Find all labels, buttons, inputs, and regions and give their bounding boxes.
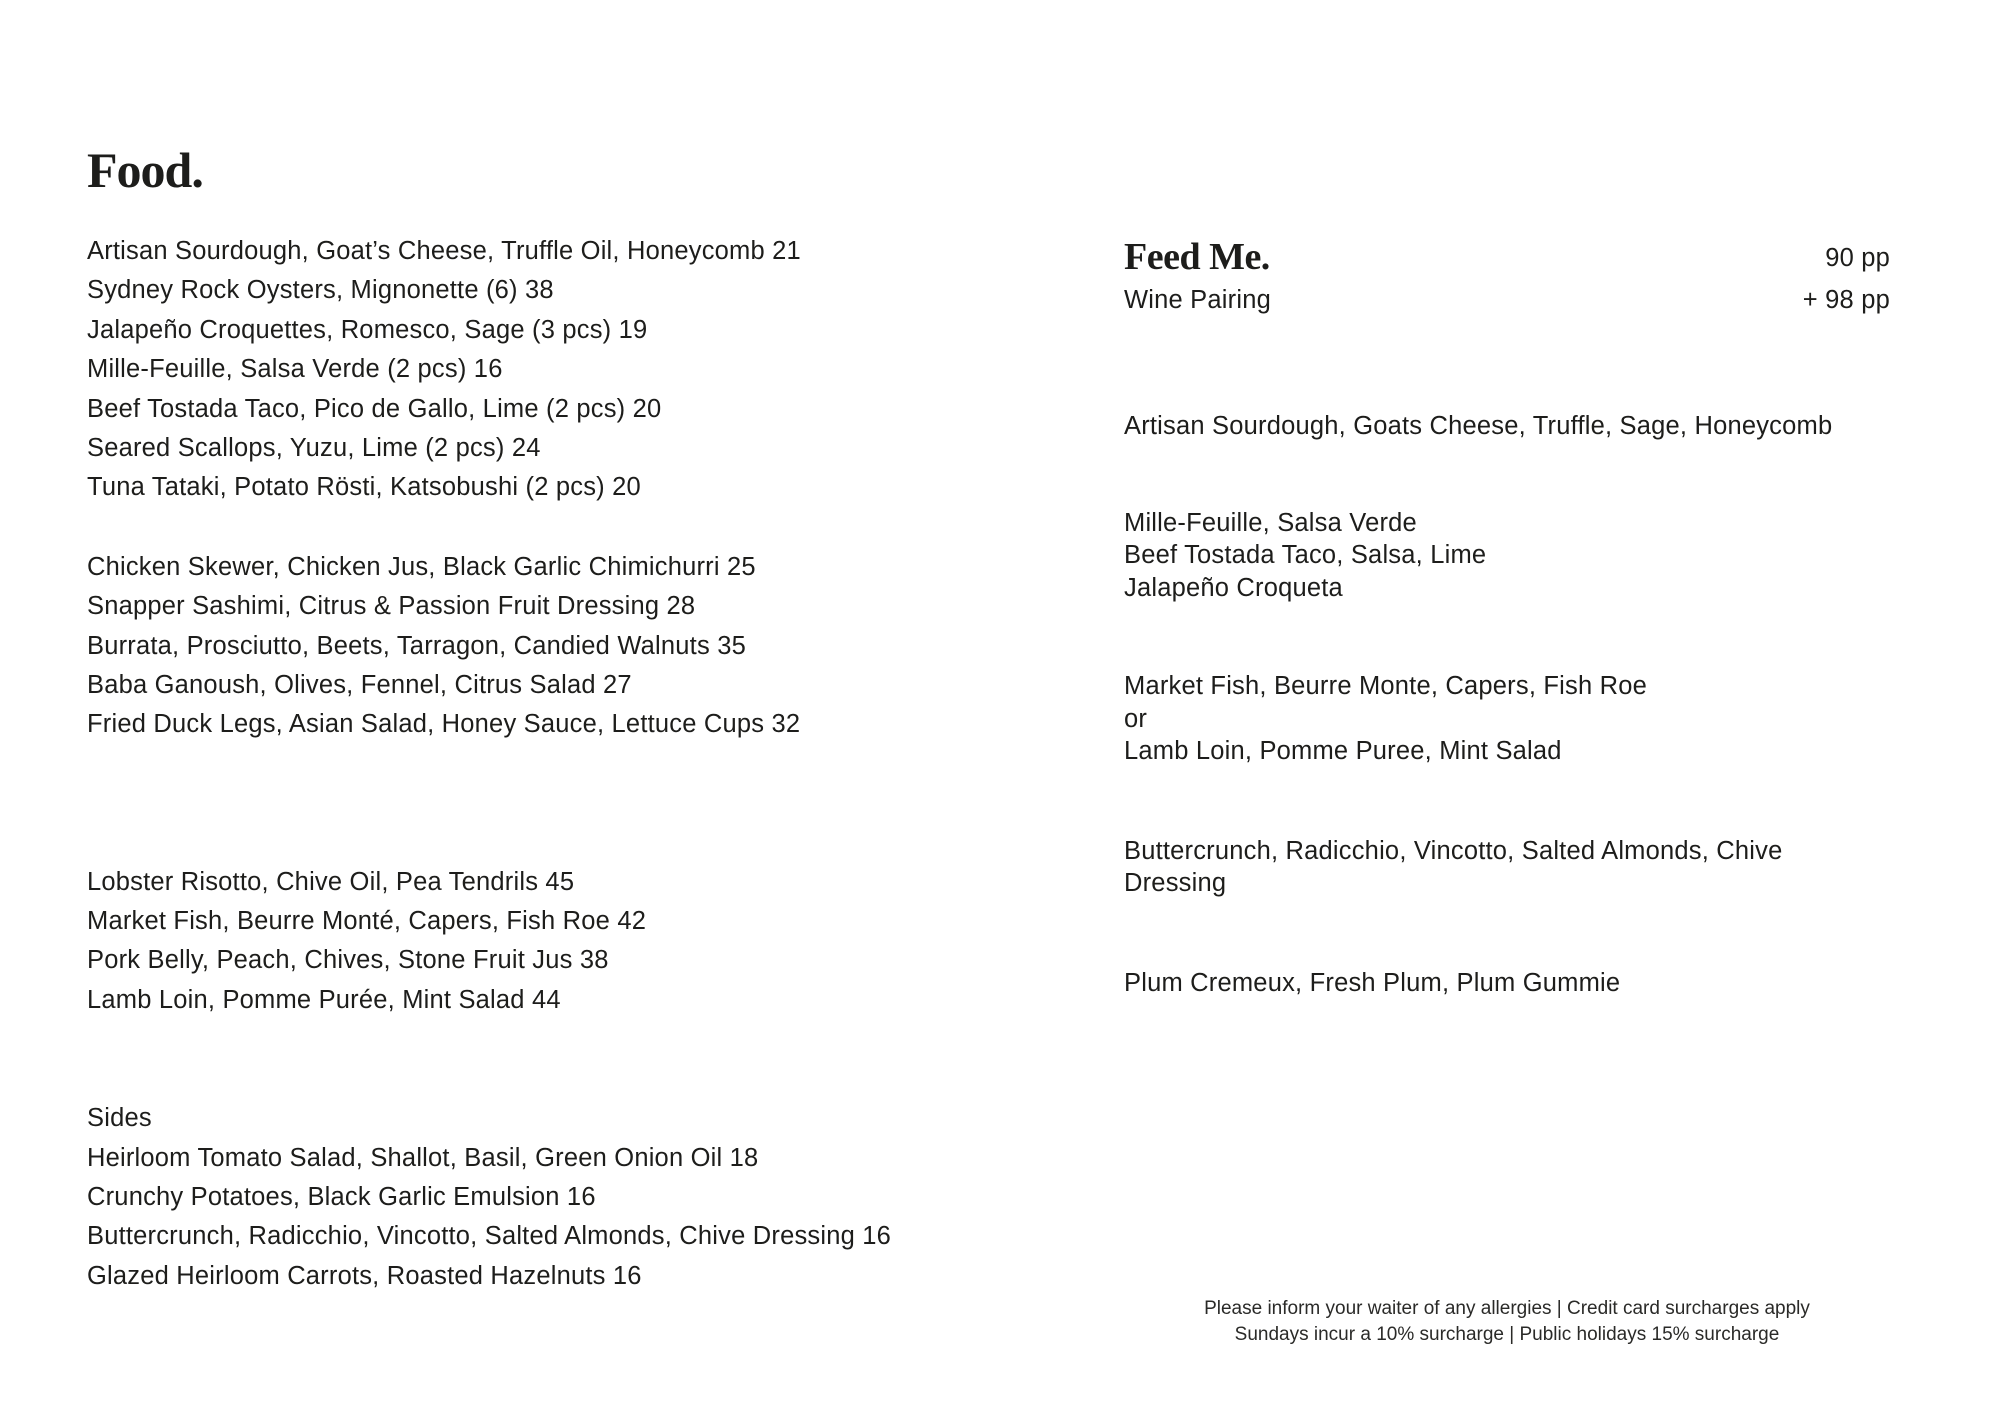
food-group-sides <box>87 1099 1067 1296</box>
course-item: Beef Tostada Taco, Salsa, Lime <box>1124 541 1487 569</box>
menu-item: Fried Duck Legs, Asian Salad, Honey Sauce, Lettuce Cups 32 <box>87 710 801 739</box>
feed-me-course-5 <box>1124 967 1890 1000</box>
menu-item: Sydney Rock Oysters, Mignonette (6) 38 <box>87 276 554 305</box>
menu-item: Market Fish, Beurre Monté, Capers, Fish Roe 42 <box>87 907 647 936</box>
wine-pairing-price: + 98 pp <box>1802 286 1890 314</box>
footer-line-allergies: Please inform your waiter of any allergies | Credit card surcharges apply <box>1204 1298 1810 1319</box>
menu-item: Buttercrunch, Radicchio, Vincotto, Salted Almonds, Chive Dressing 16 <box>87 1222 892 1251</box>
wine-pairing-row <box>1124 286 1890 326</box>
course-or: or <box>1124 704 1148 733</box>
feed-me-course-3 <box>1124 670 1890 768</box>
sides-heading: Sides <box>87 1104 152 1133</box>
menu-item: Burrata, Prosciutto, Beets, Tarragon, Candied Walnuts 35 <box>87 631 746 660</box>
menu-item: Crunchy Potatoes, Black Garlic Emulsion 16 <box>87 1183 596 1212</box>
wine-pairing-label: Wine Pairing <box>1124 286 1271 314</box>
food-group-mains <box>87 863 1067 1021</box>
menu-item: Heirloom Tomato Salad, Shallot, Basil, Green Onion Oil 18 <box>87 1143 759 1172</box>
footer-line-surcharges: Sundays incur a 10% surcharge | Public holidays 15% surcharge <box>1234 1324 1780 1345</box>
menu-item: Seared Scallops, Yuzu, Lime (2 pcs) 24 <box>87 433 541 462</box>
feed-me-price: 90 pp <box>1825 244 1890 272</box>
food-group-starters <box>87 232 1067 508</box>
course-item: Market Fish, Beurre Monte, Capers, Fish Roe <box>1124 672 1648 700</box>
menu-item: Pork Belly, Peach, Chives, Stone Fruit Jus 38 <box>87 946 609 975</box>
course-item: Artisan Sourdough, Goats Cheese, Truffle, Sage, Honeycomb <box>1124 412 1833 440</box>
course-item: Mille-Feuille, Salsa Verde <box>1124 508 1417 537</box>
menu-item: Snapper Sashimi, Citrus & Passion Fruit Dressing 28 <box>87 592 696 621</box>
feed-me-header <box>1124 230 1890 286</box>
menu-item: Jalapeño Croquettes, Romesco, Sage (3 pcs) 19 <box>87 315 648 344</box>
menu-item: Chicken Skewer, Chicken Jus, Black Garlic Chimichurri 25 <box>87 552 756 581</box>
course-item: Plum Cremeux, Fresh Plum, Plum Gummie <box>1124 968 1621 997</box>
course-item: Jalapeño Croqueta <box>1124 573 1343 602</box>
menu-item: Glazed Heirloom Carrots, Roasted Hazelnuts 16 <box>87 1261 642 1290</box>
menu-item: Lamb Loin, Pomme Purée, Mint Salad 44 <box>87 985 561 1014</box>
menu-item: Artisan Sourdough, Goat’s Cheese, Truffle Oil, Honeycomb 21 <box>87 237 801 265</box>
course-item: Lamb Loin, Pomme Puree, Mint Salad <box>1124 737 1562 765</box>
feed-me-course-2 <box>1124 507 1890 605</box>
food-menu <box>87 232 1067 1296</box>
menu-item: Mille-Feuille, Salsa Verde (2 pcs) 16 <box>87 355 503 384</box>
feed-me-menu <box>1124 230 1890 999</box>
menu-item: Lobster Risotto, Chive Oil, Pea Tendrils 45 <box>87 867 575 896</box>
feed-me-title: Feed Me. <box>1124 236 1270 278</box>
course-item: Buttercrunch, Radicchio, Vincotto, Salted Almonds, Chive Dressing <box>1124 836 1783 897</box>
food-title: Food. <box>87 142 203 198</box>
food-group-small-plates <box>87 548 1067 745</box>
feed-me-course-1 <box>1124 410 1890 443</box>
menu-item: Baba Ganoush, Olives, Fennel, Citrus Salad 27 <box>87 670 632 699</box>
feed-me-course-4 <box>1124 835 1890 900</box>
menu-item: Beef Tostada Taco, Pico de Gallo, Lime (2 pcs) 20 <box>87 394 662 423</box>
menu-item: Tuna Tataki, Potato Rösti, Katsobushi (2 pcs) 20 <box>87 473 641 502</box>
footer-notice <box>1124 1296 1890 1348</box>
